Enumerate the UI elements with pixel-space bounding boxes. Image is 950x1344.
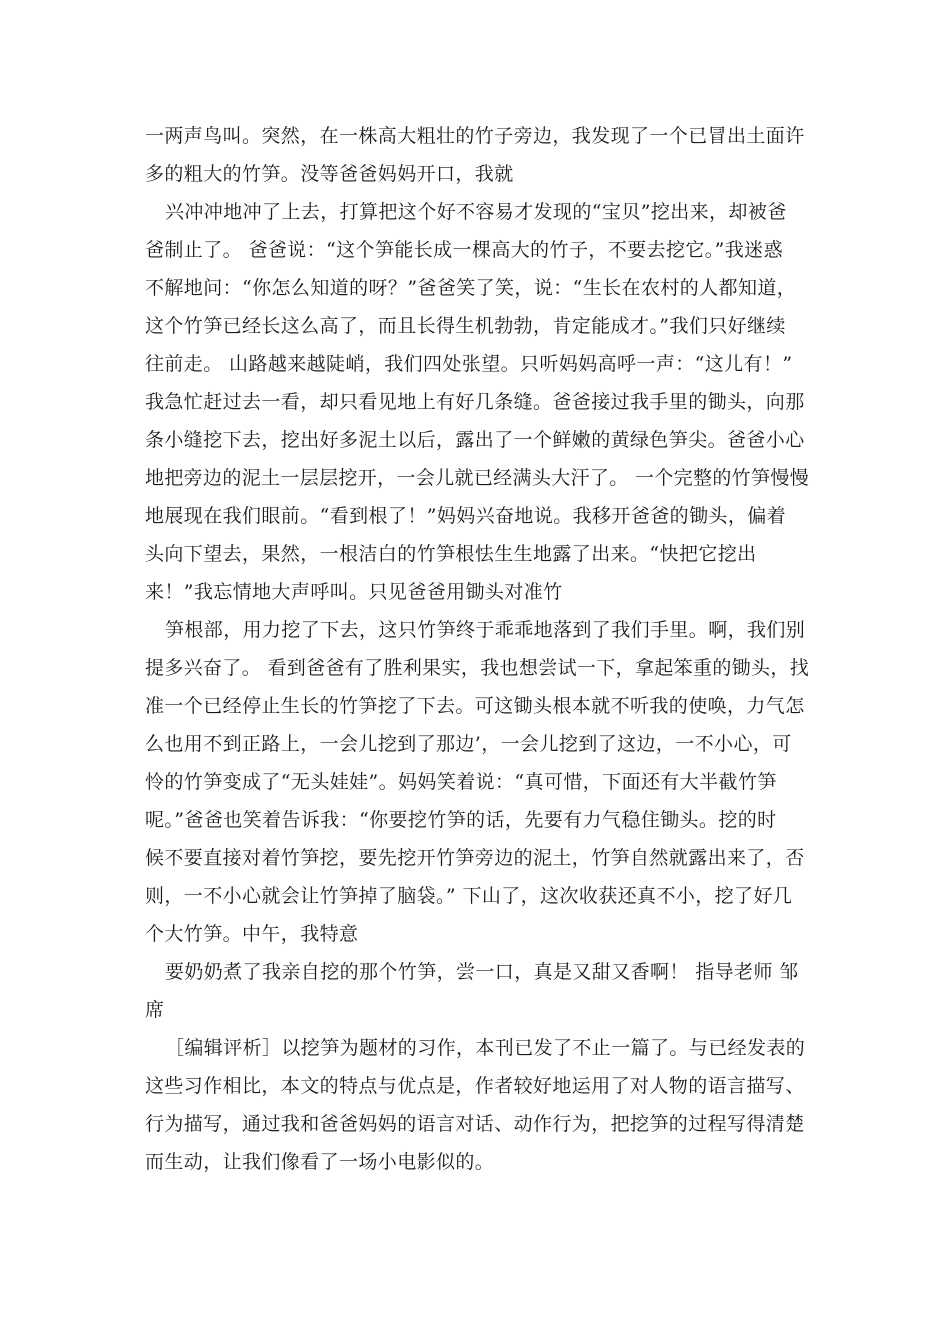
text-line: 一两声鸟叫。突然，在一株高大粗壮的竹子旁边，我发现了一个已冒出土面许 xyxy=(145,125,805,147)
text-line: 兴冲冲地冲了上去，打算把这个好不容易才发现的“宝贝”挖出来，却被爸 xyxy=(165,201,787,223)
body-text xyxy=(145,117,809,1181)
text-line: 候不要直接对着竹笋挖，要先挖开竹笋旁边的泥土，竹笋自然就露出来了，否 xyxy=(145,847,805,869)
text-line: 这个竹笋已经长这么高了，而且长得生机勃勃，肯定能成才。”我们只好继续 xyxy=(145,315,786,337)
text-line: 准一个已经停止生长的竹笋挖了下去。可这锄头根本就不听我的使唤，力气怎 xyxy=(145,695,805,717)
text-line: 笋根部，用力挖了下去，这只竹笋终于乖乖地落到了我们手里。啊，我们别 xyxy=(165,619,806,641)
text-line: 怜的竹笋变成了“无头娃娃”。妈妈笑着说：“真可惜，下面还有大半截竹笋 xyxy=(145,771,777,793)
text-line: ［编辑评析］以挖笋为题材的习作，本刊已发了不止一篇了。与已经发表的 xyxy=(165,1037,806,1059)
text-line: 条小缝挖下去，挖出好多泥土以后，露出了一个鲜嫩的黄绿色笋尖。爸爸小心 xyxy=(145,429,805,451)
text-line: 不解地问：“你怎么知道的呀？”爸爸笑了笑，说：“生长在农村的人都知道， xyxy=(145,277,797,299)
text-line: 爸制止了。 爸爸说：“这个笋能长成一棵高大的竹子，不要去挖它。”我迷惑 xyxy=(145,239,783,261)
text-line: 多的粗大的竹笋。没等爸爸妈妈开口，我就 xyxy=(145,163,514,185)
text-line: 地展现在我们眼前。“看到根了！”妈妈兴奋地说。我移开爸爸的锄头，偏着 xyxy=(145,505,787,527)
text-line: 席 xyxy=(145,999,165,1021)
text-line: 呢。”爸爸也笑着告诉我：“你要挖竹笋的话，先要有力气稳住锄头。挖的时 xyxy=(145,809,777,831)
text-line: 个大竹笋。中午，我特意 xyxy=(145,923,359,945)
text-line: 往前走。 山路越来越陡峭，我们四处张望。只听妈妈高呼一声：“这儿有！” xyxy=(145,353,793,375)
text-line: 则，一不小心就会让竹笋掉了脑袋。” 下山了，这次收获还真不小，挖了好几 xyxy=(145,885,793,907)
text-line: 么也用不到正路上，一会儿挖到了那边’，一会儿挖到了这边，一不小心，可 xyxy=(145,733,792,755)
text-line: 我急忙赶过去一看，却只看见地上有好几条缝。爸爸接过我手里的锄头，向那 xyxy=(145,391,805,413)
text-line: 要奶奶煮了我亲自挖的那个竹笋，尝一口，真是又甜又香啊！ 指导老师 邹 xyxy=(165,961,799,983)
text-line: 提多兴奋了。 看到爸爸有了胜利果实，我也想尝试一下，拿起笨重的锄头，找 xyxy=(145,657,810,679)
text-line: 这些习作相比，本文的特点与优点是，作者较好地运用了对人物的语言描写、 xyxy=(145,1075,805,1097)
text-line: 来！”我忘情地大声呼叫。只见爸爸用锄头对准竹 xyxy=(145,581,563,603)
text-line: 行为描写，通过我和爸爸妈妈的语言对话、动作行为，把挖笋的过程写得清楚 xyxy=(145,1113,805,1135)
text-line: 而生动，让我们像看了一场小电影似的。 xyxy=(145,1151,495,1173)
text-line: 地把旁边的泥土一层层挖开，一会儿就已经满头大汗了。 一个完整的竹笋慢慢 xyxy=(145,467,810,489)
text-line: 头向下望去，果然，一根洁白的竹笋根怯生生地露了出来。“快把它挖出 xyxy=(145,543,757,565)
